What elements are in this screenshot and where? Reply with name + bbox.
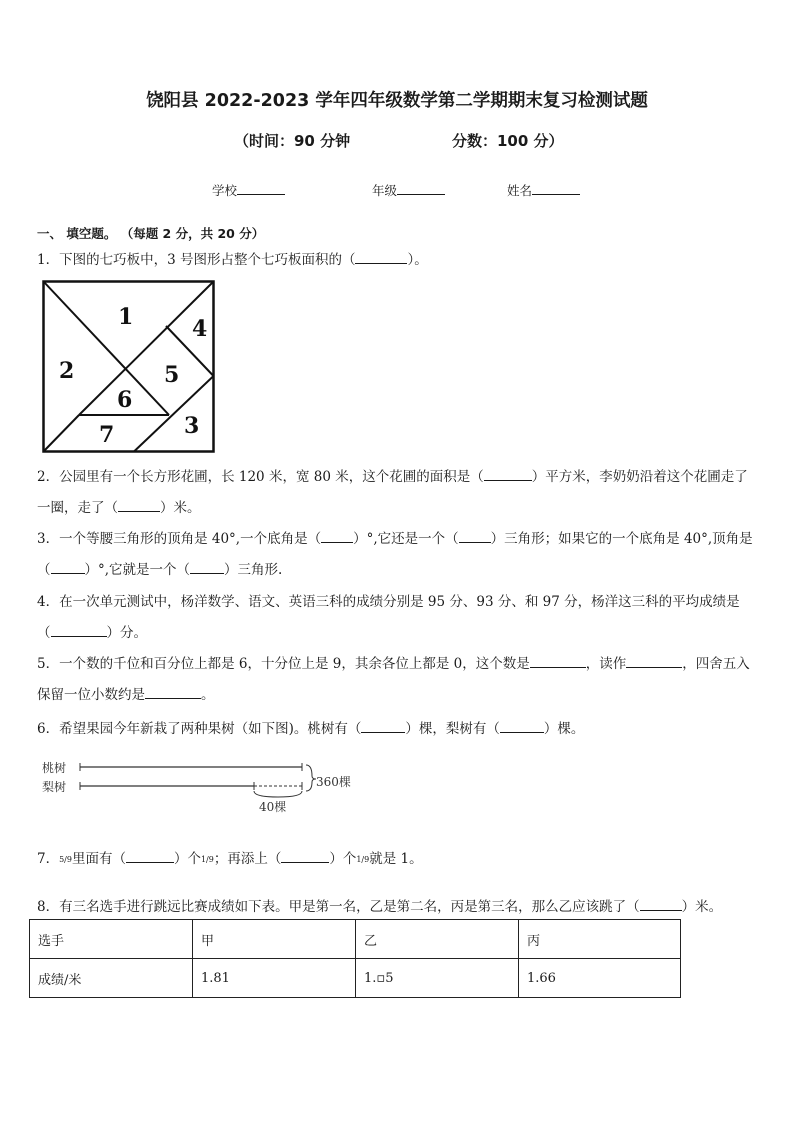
q4-text: ）分。 (106, 625, 147, 641)
exam-time: （时间：90 分钟 (234, 132, 351, 150)
total-label: 360棵 (316, 775, 351, 789)
school-field (212, 181, 285, 199)
table-row (30, 920, 681, 959)
q5-text: 5．一个数的千位和百分位上都是 6，十分位上是 9，其余各位上都是 0，这个数是 (37, 656, 530, 672)
q3-text: 3．一个等腰三角形的顶角是 40°,一个底角是（ (37, 531, 322, 547)
name-field (507, 181, 580, 199)
tangram-label: 7 (99, 422, 115, 448)
q6-text: ）棵。 (543, 721, 585, 737)
q2-text: 一圈，走了（ (37, 500, 118, 516)
difference-label: 40棵 (259, 800, 287, 814)
q3-text: （ (37, 562, 51, 578)
section-heading: 一、 填空题。 （每题 2 分，共 20 分） (37, 226, 265, 241)
question-6 (37, 717, 759, 737)
q6-text: ）棵，梨树有（ (405, 721, 500, 737)
exam-score: 分数：100 分） (452, 132, 564, 150)
answer-blank[interactable] (361, 720, 405, 733)
question-4 (37, 587, 759, 649)
pear-label: 梨树 (42, 780, 67, 794)
question-5 (37, 649, 759, 711)
fraction-one-ninth: 1/9 (200, 855, 214, 864)
question-7 (37, 847, 759, 867)
table-cell: 1.81 (193, 959, 356, 998)
q5-text: 保留一位小数约是 (37, 687, 145, 703)
question-1 (37, 248, 759, 268)
question-5-line-1 (37, 649, 759, 680)
answer-blank[interactable] (626, 655, 682, 668)
table-cell: 1.▫5 (356, 959, 519, 998)
question-2 (37, 462, 759, 524)
tangram-label: 1 (118, 304, 134, 330)
question-3 (37, 524, 759, 586)
name-blank[interactable] (532, 182, 580, 195)
answer-blank[interactable] (530, 655, 586, 668)
name-label: 姓名 (507, 183, 533, 198)
q7-text: ）个 (329, 851, 357, 867)
tangram-figure (42, 280, 217, 453)
question-3-line-1 (37, 524, 759, 555)
q3-text: ）三角形；如果它的一个底角是 40°,顶角是 (490, 531, 753, 547)
answer-blank[interactable] (126, 850, 174, 863)
tangram-line (44, 415, 80, 452)
answer-blank[interactable] (281, 850, 329, 863)
answer-blank[interactable] (459, 530, 491, 543)
table-cell: 成绩/米 (30, 959, 193, 998)
q7-text: ）个 (173, 851, 201, 867)
table-row (30, 959, 681, 998)
q2-text: ）米。 (160, 500, 201, 516)
question-1-end: ）。 (407, 252, 428, 268)
answer-blank[interactable] (51, 561, 85, 574)
answer-blank[interactable] (640, 898, 682, 911)
table-cell: 1.66 (519, 959, 681, 998)
question-4-line-2 (37, 618, 759, 649)
tangram-label: 5 (164, 362, 180, 388)
tangram-line (44, 282, 170, 416)
q8-text: ）米。 (681, 899, 723, 915)
question-2-line-1 (37, 462, 759, 493)
score-table (29, 919, 681, 998)
answer-blank[interactable] (145, 686, 201, 699)
q2-text: ）平方米，李奶奶沿着这个花圃走了 (531, 469, 748, 485)
peach-label: 桃树 (42, 761, 67, 775)
tangram-label: 3 (184, 413, 200, 439)
question-2-line-2 (37, 493, 759, 524)
q3-text: ）三角形. (224, 562, 283, 578)
answer-blank[interactable] (355, 251, 407, 264)
answer-blank[interactable] (500, 720, 544, 733)
q2-text: 2．公园里有一个长方形花圃，长 120 米，宽 80 米，这个花圃的面积是（ (37, 469, 484, 485)
q3-text: ）°,它还是一个（ (353, 531, 459, 547)
q4-text: （ (37, 625, 51, 641)
table-cell: 选手 (30, 920, 193, 959)
answer-blank[interactable] (190, 561, 224, 574)
grade-field (372, 181, 445, 199)
question-5-line-2 (37, 680, 759, 711)
q5-text: ，四舍五入 (682, 656, 750, 672)
tangram-label: 4 (192, 316, 208, 342)
table-cell: 乙 (356, 920, 519, 959)
table-cell: 丙 (519, 920, 681, 959)
difference-brace (254, 791, 302, 797)
total-brace (306, 765, 316, 791)
grade-label: 年级 (372, 183, 398, 198)
fraction-one-ninth: 1/9 (356, 855, 370, 864)
q7-text: 7． (37, 851, 60, 867)
q7-text: ；再添上（ (213, 851, 282, 867)
question-8 (37, 895, 759, 915)
grade-blank[interactable] (397, 182, 445, 195)
q3-text: ）°,它就是一个（ (84, 562, 191, 578)
q7-text: 里面有（ (71, 851, 126, 867)
school-blank[interactable] (237, 182, 285, 195)
answer-blank[interactable] (118, 499, 160, 512)
q7-text: 就是 1。 (369, 851, 423, 867)
q5-text: ，读作 (585, 656, 627, 672)
q5-text: 。 (201, 687, 215, 703)
question-3-line-2 (37, 555, 759, 586)
school-label: 学校 (212, 183, 238, 198)
answer-blank[interactable] (484, 468, 532, 481)
table-cell: 甲 (193, 920, 356, 959)
question-1-text: 1．下图的七巧板中，3 号图形占整个七巧板面积的（ (37, 252, 356, 268)
answer-blank[interactable] (321, 530, 353, 543)
exam-title: 饶阳县 2022-2023 学年四年级数学第二学期期末复习检测试题 (146, 91, 648, 111)
q8-text: 8．有三名选手进行跳远比赛成绩如下表。甲是第一名，乙是第二名，丙是第三名，那么乙应该跳了（ (37, 899, 640, 915)
tangram-label: 6 (117, 387, 133, 413)
q6-text: 6．希望果园今年新栽了两种果树（如下图)。桃树有（ (37, 721, 362, 737)
answer-blank[interactable] (51, 624, 107, 637)
fraction-five-ninths: 5/9 (59, 855, 72, 864)
question-4-line-1: 4．在一次单元测试中，杨洋数学、语文、英语三科的成绩分别是 95 分、93 分、和 97 分，杨洋这三科的平均成绩是 (37, 594, 740, 610)
fruit-tree-diagram (40, 755, 370, 817)
tangram-label: 2 (59, 358, 75, 384)
